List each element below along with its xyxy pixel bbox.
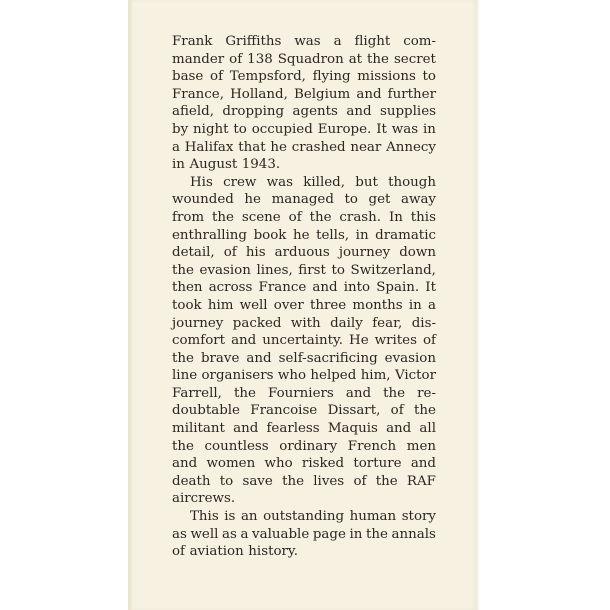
word: wounded [172, 192, 234, 208]
word: dramatic [375, 227, 436, 243]
word: It [425, 280, 436, 296]
word: organisers [201, 368, 274, 384]
word: Holland, [230, 86, 288, 102]
word: near [350, 139, 382, 155]
text-line [172, 244, 436, 262]
word: him, [360, 368, 391, 384]
page-right-edge [476, 0, 480, 610]
word: this [410, 209, 436, 225]
word: fear, [372, 315, 403, 331]
word: of [229, 51, 243, 67]
word: journey [172, 315, 224, 331]
word: who [277, 368, 307, 384]
text-line [172, 279, 436, 297]
word: agents [292, 104, 338, 120]
word: with [290, 315, 321, 331]
word: brave [200, 350, 240, 366]
word: to [219, 473, 234, 489]
word: Annecy [386, 139, 436, 155]
word: story [401, 509, 436, 525]
word: a [240, 526, 249, 542]
word: dropping [222, 104, 285, 120]
word: mander [172, 51, 225, 67]
word: risked [301, 456, 345, 472]
word: over [273, 297, 304, 313]
word: him [207, 297, 234, 313]
word: women [206, 456, 256, 472]
word: but [355, 174, 378, 190]
word: Tempsford, [229, 69, 306, 85]
word: and [345, 385, 372, 401]
word: crash. [339, 209, 382, 225]
word: away [401, 192, 436, 208]
word: to [422, 69, 436, 85]
word: and [172, 456, 198, 472]
word: managed [271, 192, 334, 208]
word: torture [353, 456, 402, 472]
word: first [298, 262, 326, 278]
word: a [428, 297, 436, 313]
text-line [172, 315, 436, 333]
text-line [172, 508, 436, 526]
word: by [172, 121, 189, 137]
word: and [346, 104, 372, 120]
word: to [331, 262, 345, 278]
word: from [172, 209, 205, 225]
word: all [419, 421, 436, 437]
word: was [266, 174, 293, 190]
word: took [172, 297, 202, 313]
word: and [386, 421, 412, 437]
word: the [414, 403, 436, 419]
word: lives [313, 473, 345, 489]
word: to [233, 121, 247, 137]
text-line [172, 51, 436, 69]
word: was [294, 34, 321, 49]
word: get [368, 192, 391, 208]
word: daily [330, 315, 363, 331]
word: line [172, 368, 198, 384]
text-line [172, 156, 436, 174]
word: Squadron [277, 51, 344, 67]
word: he [244, 192, 261, 208]
word: the [383, 385, 406, 401]
word: the [212, 209, 234, 225]
text-line [172, 103, 436, 121]
word: at [348, 51, 363, 67]
word: ordinary [279, 438, 338, 454]
word: com- [403, 34, 436, 49]
word: of [390, 403, 404, 419]
word: as [222, 526, 237, 542]
word: scene [241, 209, 281, 225]
word: the [366, 526, 388, 542]
word: the [375, 473, 398, 489]
word: evasion [384, 350, 436, 366]
text-line [172, 438, 436, 456]
word: and [356, 86, 382, 102]
word: in [355, 227, 369, 243]
word: lines, [256, 262, 293, 278]
word: of [288, 209, 302, 225]
word: he [292, 227, 310, 243]
word: evasion [199, 262, 251, 278]
text-line [172, 543, 436, 561]
text-line [172, 121, 436, 139]
word: re- [417, 385, 436, 401]
word: His [190, 174, 213, 190]
word: enthralling [172, 227, 247, 243]
word: the [282, 473, 304, 489]
word: Francoise [250, 403, 318, 419]
word: three [309, 297, 347, 313]
word: helped [310, 368, 357, 384]
text-line [172, 402, 436, 420]
word: that [238, 139, 266, 155]
word: valuable [252, 526, 310, 542]
word: crew [223, 174, 257, 190]
word: comfort [172, 333, 226, 349]
word: the [309, 209, 332, 225]
word: though [388, 174, 436, 190]
word: is [224, 509, 236, 525]
word: occupied [251, 121, 313, 137]
word: arduous [274, 245, 330, 261]
word: outstanding [263, 509, 345, 525]
word: August [189, 157, 238, 173]
word: In [388, 209, 403, 225]
text-line [172, 473, 436, 491]
word: save [242, 473, 273, 489]
text-line [172, 139, 436, 157]
word: well [190, 526, 219, 542]
text-line [172, 174, 436, 192]
word: Griffiths [225, 34, 282, 49]
text-line [172, 420, 436, 438]
word: of [172, 544, 186, 560]
word: militant [172, 421, 225, 437]
word: an [240, 509, 258, 525]
word: and [312, 280, 338, 296]
word: into [343, 280, 371, 296]
word: crashed [291, 139, 346, 155]
word: 138 [247, 51, 273, 67]
word: aircrews. [172, 491, 236, 507]
word: men [406, 438, 436, 454]
word: and [233, 421, 259, 437]
word: Switzerland, [350, 262, 436, 278]
word: RAF [406, 473, 436, 489]
word: killed, [303, 174, 345, 190]
text-line [172, 209, 436, 227]
word: a [333, 34, 342, 49]
word: flying [312, 69, 351, 85]
word: was [391, 121, 419, 137]
blurb-text [172, 33, 436, 561]
word: to [344, 192, 358, 208]
word: the [367, 51, 389, 67]
word: he [270, 139, 287, 155]
word: He [349, 333, 369, 349]
word: human [349, 509, 397, 525]
text-line [172, 367, 436, 385]
word: detail, [172, 245, 215, 261]
word: and [231, 333, 257, 349]
word: his [245, 245, 266, 261]
word: of [210, 69, 224, 85]
word: Frank [172, 34, 213, 49]
word: as [172, 526, 187, 542]
word: base [172, 69, 204, 85]
word: It [376, 121, 387, 137]
word: in [349, 526, 363, 542]
word: secret [393, 51, 436, 67]
word: supplies [379, 104, 436, 120]
word: packed [232, 315, 282, 331]
word: afield, [172, 104, 214, 120]
word: France [258, 280, 307, 296]
text-line [172, 332, 436, 350]
word: the [172, 262, 194, 278]
word: death [172, 473, 211, 489]
word: fearless [266, 421, 320, 437]
word: months [352, 297, 403, 313]
word: history. [248, 544, 298, 560]
word: This [190, 509, 219, 525]
word: further [387, 86, 436, 102]
word: night [193, 121, 229, 137]
word: uncertainty. [262, 333, 344, 349]
word: and [246, 350, 272, 366]
word: dis- [411, 315, 436, 331]
word: of [422, 333, 436, 349]
word: countless [204, 438, 269, 454]
word: annals [391, 526, 436, 542]
word: doubtable [172, 403, 240, 419]
word: across [208, 280, 253, 296]
word: journey [338, 245, 391, 261]
word: Belgium [293, 86, 351, 102]
word: of [353, 473, 367, 489]
word: in [172, 157, 185, 173]
text-line [172, 191, 436, 209]
word: the [172, 438, 194, 454]
word: Fourniers [268, 385, 334, 401]
text-line [172, 297, 436, 315]
word: self-sacrificing [278, 350, 378, 366]
word: down [399, 245, 436, 261]
text-line [172, 350, 436, 368]
text-line [172, 385, 436, 403]
word: the [234, 385, 256, 401]
word: writes [374, 333, 417, 349]
text-line [172, 227, 436, 245]
word: page [312, 526, 346, 542]
text-line [172, 33, 436, 51]
word: then [172, 280, 203, 296]
word: the [172, 350, 194, 366]
word: book [253, 227, 287, 243]
word: tells, [316, 227, 350, 243]
word: 1943. [241, 157, 281, 173]
word: missions [357, 69, 416, 85]
text-line [172, 455, 436, 473]
word: aviation [189, 544, 244, 560]
word: Europe. [317, 121, 372, 137]
text-line [172, 86, 436, 104]
word: a [172, 139, 180, 155]
text-line [172, 526, 436, 544]
text-line [172, 68, 436, 86]
word: who [264, 456, 293, 472]
word: flight [354, 34, 391, 49]
text-line [172, 490, 436, 508]
word: in [422, 121, 436, 137]
word: Halifax [184, 139, 234, 155]
word: France, [172, 86, 224, 102]
word: Spain. [376, 280, 420, 296]
word: in [408, 297, 422, 313]
word: Farrell, [172, 385, 222, 401]
word: Maquis [327, 421, 378, 437]
text-line [172, 262, 436, 280]
word: well [239, 297, 268, 313]
word: Victor [394, 368, 436, 384]
word: Dissart, [327, 403, 381, 419]
word: French [347, 438, 397, 454]
word: of [223, 245, 237, 261]
word: and [410, 456, 436, 472]
